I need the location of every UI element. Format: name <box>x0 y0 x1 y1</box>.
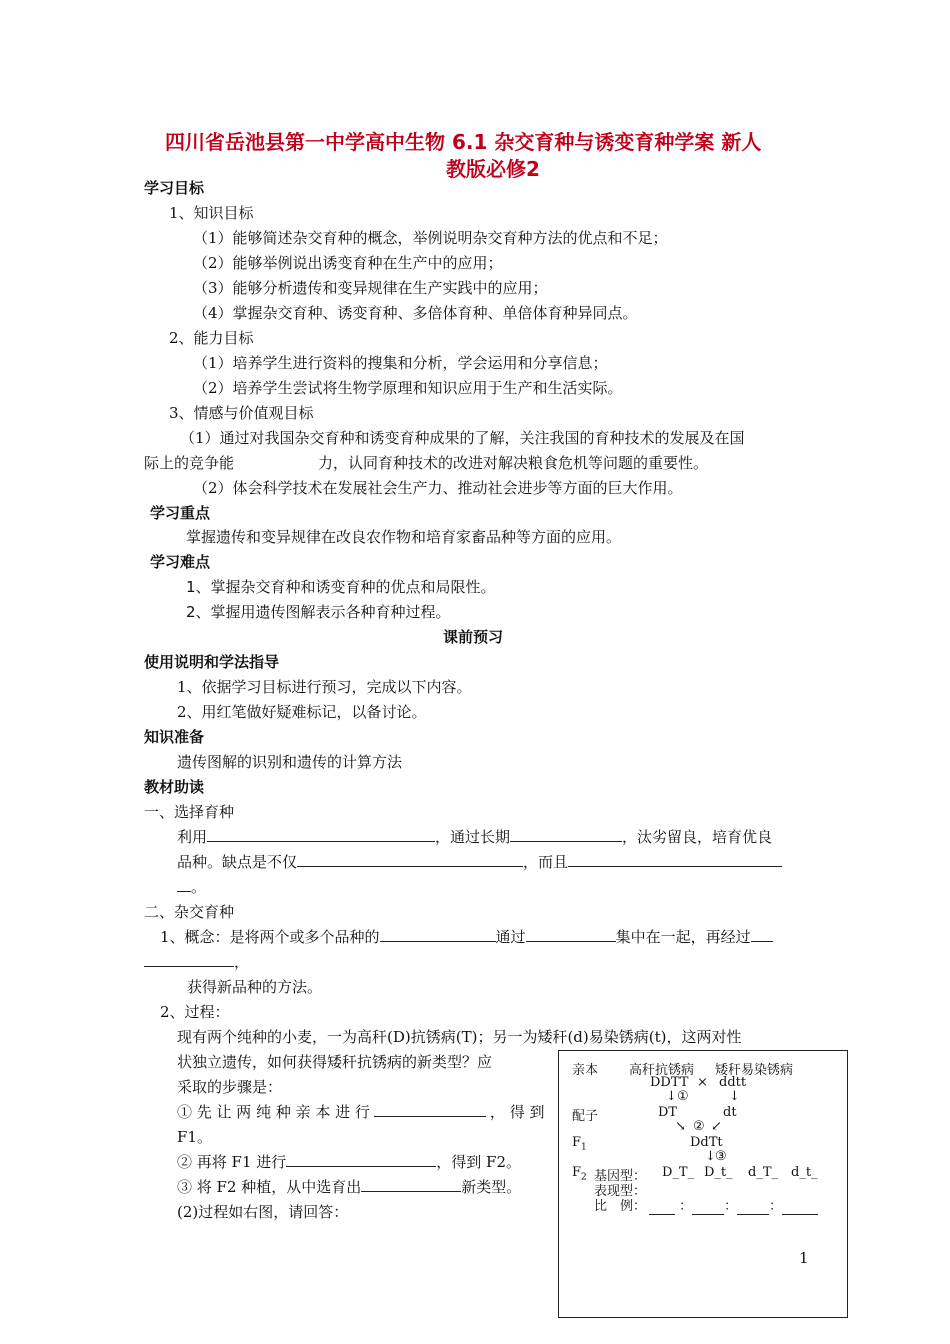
genetic-diagram <box>558 1050 848 1318</box>
down-arrow-icon: ↓ <box>729 1089 740 1104</box>
knowledge-prep-heading: 知识准备 <box>144 728 205 746</box>
page-title-line2: 教版必修2 <box>446 157 540 181</box>
page-number: 1 <box>799 1249 809 1267</box>
emotion-item-1-line2b: 力，认同育种技术的改进对解决粮食危机等问题的重要性。 <box>318 454 709 472</box>
step1-marker: ① <box>677 1089 689 1104</box>
step-text: ，得到 F2。 <box>436 1153 521 1171</box>
step-text: ① 先 让 两 纯 种 亲 本 进 行 <box>177 1103 370 1121</box>
cross-symbol: × <box>697 1075 708 1090</box>
fill-blank[interactable] <box>207 827 435 842</box>
gamete2: dt <box>723 1105 737 1120</box>
knowledge-item: （1）能够简述杂交育种的概念，举例说明杂交育种方法的优点和不足； <box>193 229 668 247</box>
down-arrow-icon: ↓ <box>666 1089 677 1104</box>
fill-blank[interactable] <box>361 1177 461 1192</box>
section1-line2 <box>177 851 782 872</box>
ability-objective-label: 2、能力目标 <box>169 329 254 347</box>
fill-blank[interactable] <box>649 1199 675 1215</box>
f2-genotype: d_t_ <box>791 1165 818 1180</box>
parent1-genotype: DDTT <box>650 1075 689 1090</box>
diagonal-arrow-icon: ↙ <box>711 1119 722 1134</box>
fill-blank[interactable] <box>782 1199 818 1215</box>
knowledge-item: （4）掌握杂交育种、诱变育种、多倍体育种、单倍体育种异同点。 <box>193 304 638 322</box>
usage-item: 1、依据学习目标进行预习，完成以下内容。 <box>177 678 472 696</box>
concept-text: 1、概念：是将两个或多个品种的 <box>160 928 380 946</box>
step-text: ② 再将 F1 进行 <box>177 1153 287 1171</box>
fill-blank[interactable] <box>510 827 622 842</box>
ratio-blanks[interactable]: ： ： ： <box>649 1195 818 1215</box>
fill-blank[interactable] <box>144 952 234 967</box>
knowledge-item: （3）能够分析遗传和变异规律在生产实践中的应用； <box>193 279 548 297</box>
objectives-heading: 学习目标 <box>144 179 205 197</box>
key-points-text: 掌握遗传和变异规律在改良农作物和培育家畜品种等方面的应用。 <box>186 528 622 546</box>
f2-label <box>572 1165 587 1183</box>
preview-heading: 课前预习 <box>443 628 504 646</box>
fill-blank[interactable] <box>526 927 616 942</box>
knowledge-objective-label: 1、知识目标 <box>169 204 254 222</box>
step1-line <box>177 1101 544 1122</box>
step2-marker: ② <box>693 1119 705 1134</box>
f1-letter: F <box>572 1135 582 1150</box>
difficulties-heading: 学习难点 <box>150 553 211 571</box>
difficulty-item: 2、掌握用遗传图解表示各种育种过程。 <box>186 603 451 621</box>
concept-line1 <box>160 926 773 947</box>
step-text: 新类型。 <box>461 1178 522 1196</box>
gamete-label: 配子 <box>572 1109 599 1124</box>
parent2-phenotype: 矮秆易染锈病 <box>715 1063 794 1078</box>
f2-subscript: 2 <box>581 1172 587 1183</box>
f2-genotype: D_T_ <box>662 1165 695 1180</box>
usage-heading: 使用说明和学法指导 <box>144 653 280 671</box>
concept-line3: 获得新品种的方法。 <box>187 978 323 996</box>
key-points-heading: 学习重点 <box>150 504 211 522</box>
concept-text: 集中在一起，再经过 <box>615 928 751 946</box>
fill-blank[interactable] <box>286 1152 436 1167</box>
ratio-label: 比 例： <box>594 1199 647 1214</box>
step1-f1: F1。 <box>177 1128 212 1146</box>
problem-line2: 状独立遗传，如何获得矮秆抗锈病的新类型？应 <box>177 1053 493 1071</box>
step3-line <box>177 1176 521 1197</box>
knowledge-item: （2）能够举例说出诱变育种在生产中的应用； <box>193 254 503 272</box>
fill-blank[interactable] <box>692 1199 724 1215</box>
parent1-phenotype: 高秆抗锈病 <box>629 1063 695 1078</box>
section1-line3 <box>177 876 206 897</box>
concept-line2 <box>144 951 249 972</box>
down-arrow-icon: ↓ <box>705 1149 716 1164</box>
section1-text: 品种。缺点是不仅 <box>177 853 298 871</box>
section1-text: ，汰劣留良，培育优良 <box>622 828 773 846</box>
f2-genotype: D_t_ <box>704 1165 733 1180</box>
fill-blank[interactable] <box>374 1102 486 1117</box>
ability-item: （2）培养学生尝试将生物学原理和知识应用于生产和生活实际。 <box>193 379 623 397</box>
step-text: ， 得 到 <box>489 1103 545 1121</box>
genotype-label: 基因型： <box>594 1169 647 1184</box>
reading-heading: 教材助读 <box>144 778 205 796</box>
phenotype-label: 表现型： <box>594 1184 647 1199</box>
difficulty-item: 1、掌握杂交育种和诱变育种的优点和局限性。 <box>186 578 496 596</box>
section1-text: ，通过长期 <box>435 828 511 846</box>
f1-subscript: 1 <box>581 1142 587 1153</box>
fill-blank[interactable] <box>177 877 191 892</box>
f1-label <box>572 1135 587 1153</box>
emotion-item-2: （2）体会科学技术在发展社会生产力、推动社会进步等方面的巨大作用。 <box>193 479 683 497</box>
step-text: ③ 将 F2 种植，从中选育出 <box>177 1178 362 1196</box>
f2-genotype: d_T_ <box>748 1165 778 1180</box>
diagonal-arrow-icon: ↘ <box>675 1119 686 1134</box>
fill-blank[interactable] <box>568 852 782 867</box>
gamete1: DT <box>658 1105 678 1120</box>
ability-item: （1）培养学生进行资料的搜集和分析，学会运用和分享信息； <box>193 354 608 372</box>
process-label: 2、过程： <box>160 1003 230 1021</box>
concept-text: 通过 <box>495 928 526 946</box>
step3-marker: ③ <box>715 1149 727 1164</box>
page-title-line1: 四川省岳池县第一中学高中生物 6.1 杂交育种与诱变育种学案 新人 <box>165 130 762 154</box>
parent2-genotype: ddtt <box>719 1075 747 1090</box>
knowledge-prep-text: 遗传图解的识别和遗传的计算方法 <box>177 753 403 771</box>
problem-line3: 采取的步骤是： <box>177 1078 283 1096</box>
fill-blank[interactable] <box>380 927 496 942</box>
section2-heading: 二、杂交育种 <box>144 903 235 921</box>
fill-blank[interactable] <box>751 927 773 942</box>
emotion-objective-label: 3、情感与价值观目标 <box>169 404 314 422</box>
concept-text: ， <box>234 953 250 971</box>
fill-blank[interactable] <box>297 852 523 867</box>
section1-text: 利用 <box>177 828 208 846</box>
parent-label: 亲本 <box>572 1063 599 1078</box>
step4-line: (2)过程如右图，请回答： <box>177 1203 349 1221</box>
usage-item: 2、用红笔做好疑难标记，以备讨论。 <box>177 703 427 721</box>
problem-line1: 现有两个纯种的小麦，一为高秆(D)抗锈病(T)；另一为矮秆(d)易染锈病(t)，这两对性 <box>177 1028 742 1046</box>
section1-text: ，而且 <box>523 853 569 871</box>
section1-text: 。 <box>191 878 207 896</box>
f1-genotype: DdTt <box>690 1135 723 1150</box>
emotion-item-1-line2a: 际上的竞争能 <box>144 454 235 472</box>
section1-heading: 一、选择育种 <box>144 803 235 821</box>
f2-letter: F <box>572 1165 582 1180</box>
step2-line <box>177 1151 521 1172</box>
emotion-item-1-line1: （1）通过对我国杂交育种和诱变育种成果的了解，关注我国的育种技术的发展及在国 <box>180 429 745 447</box>
section1-line1 <box>177 826 772 847</box>
fill-blank[interactable] <box>737 1199 769 1215</box>
